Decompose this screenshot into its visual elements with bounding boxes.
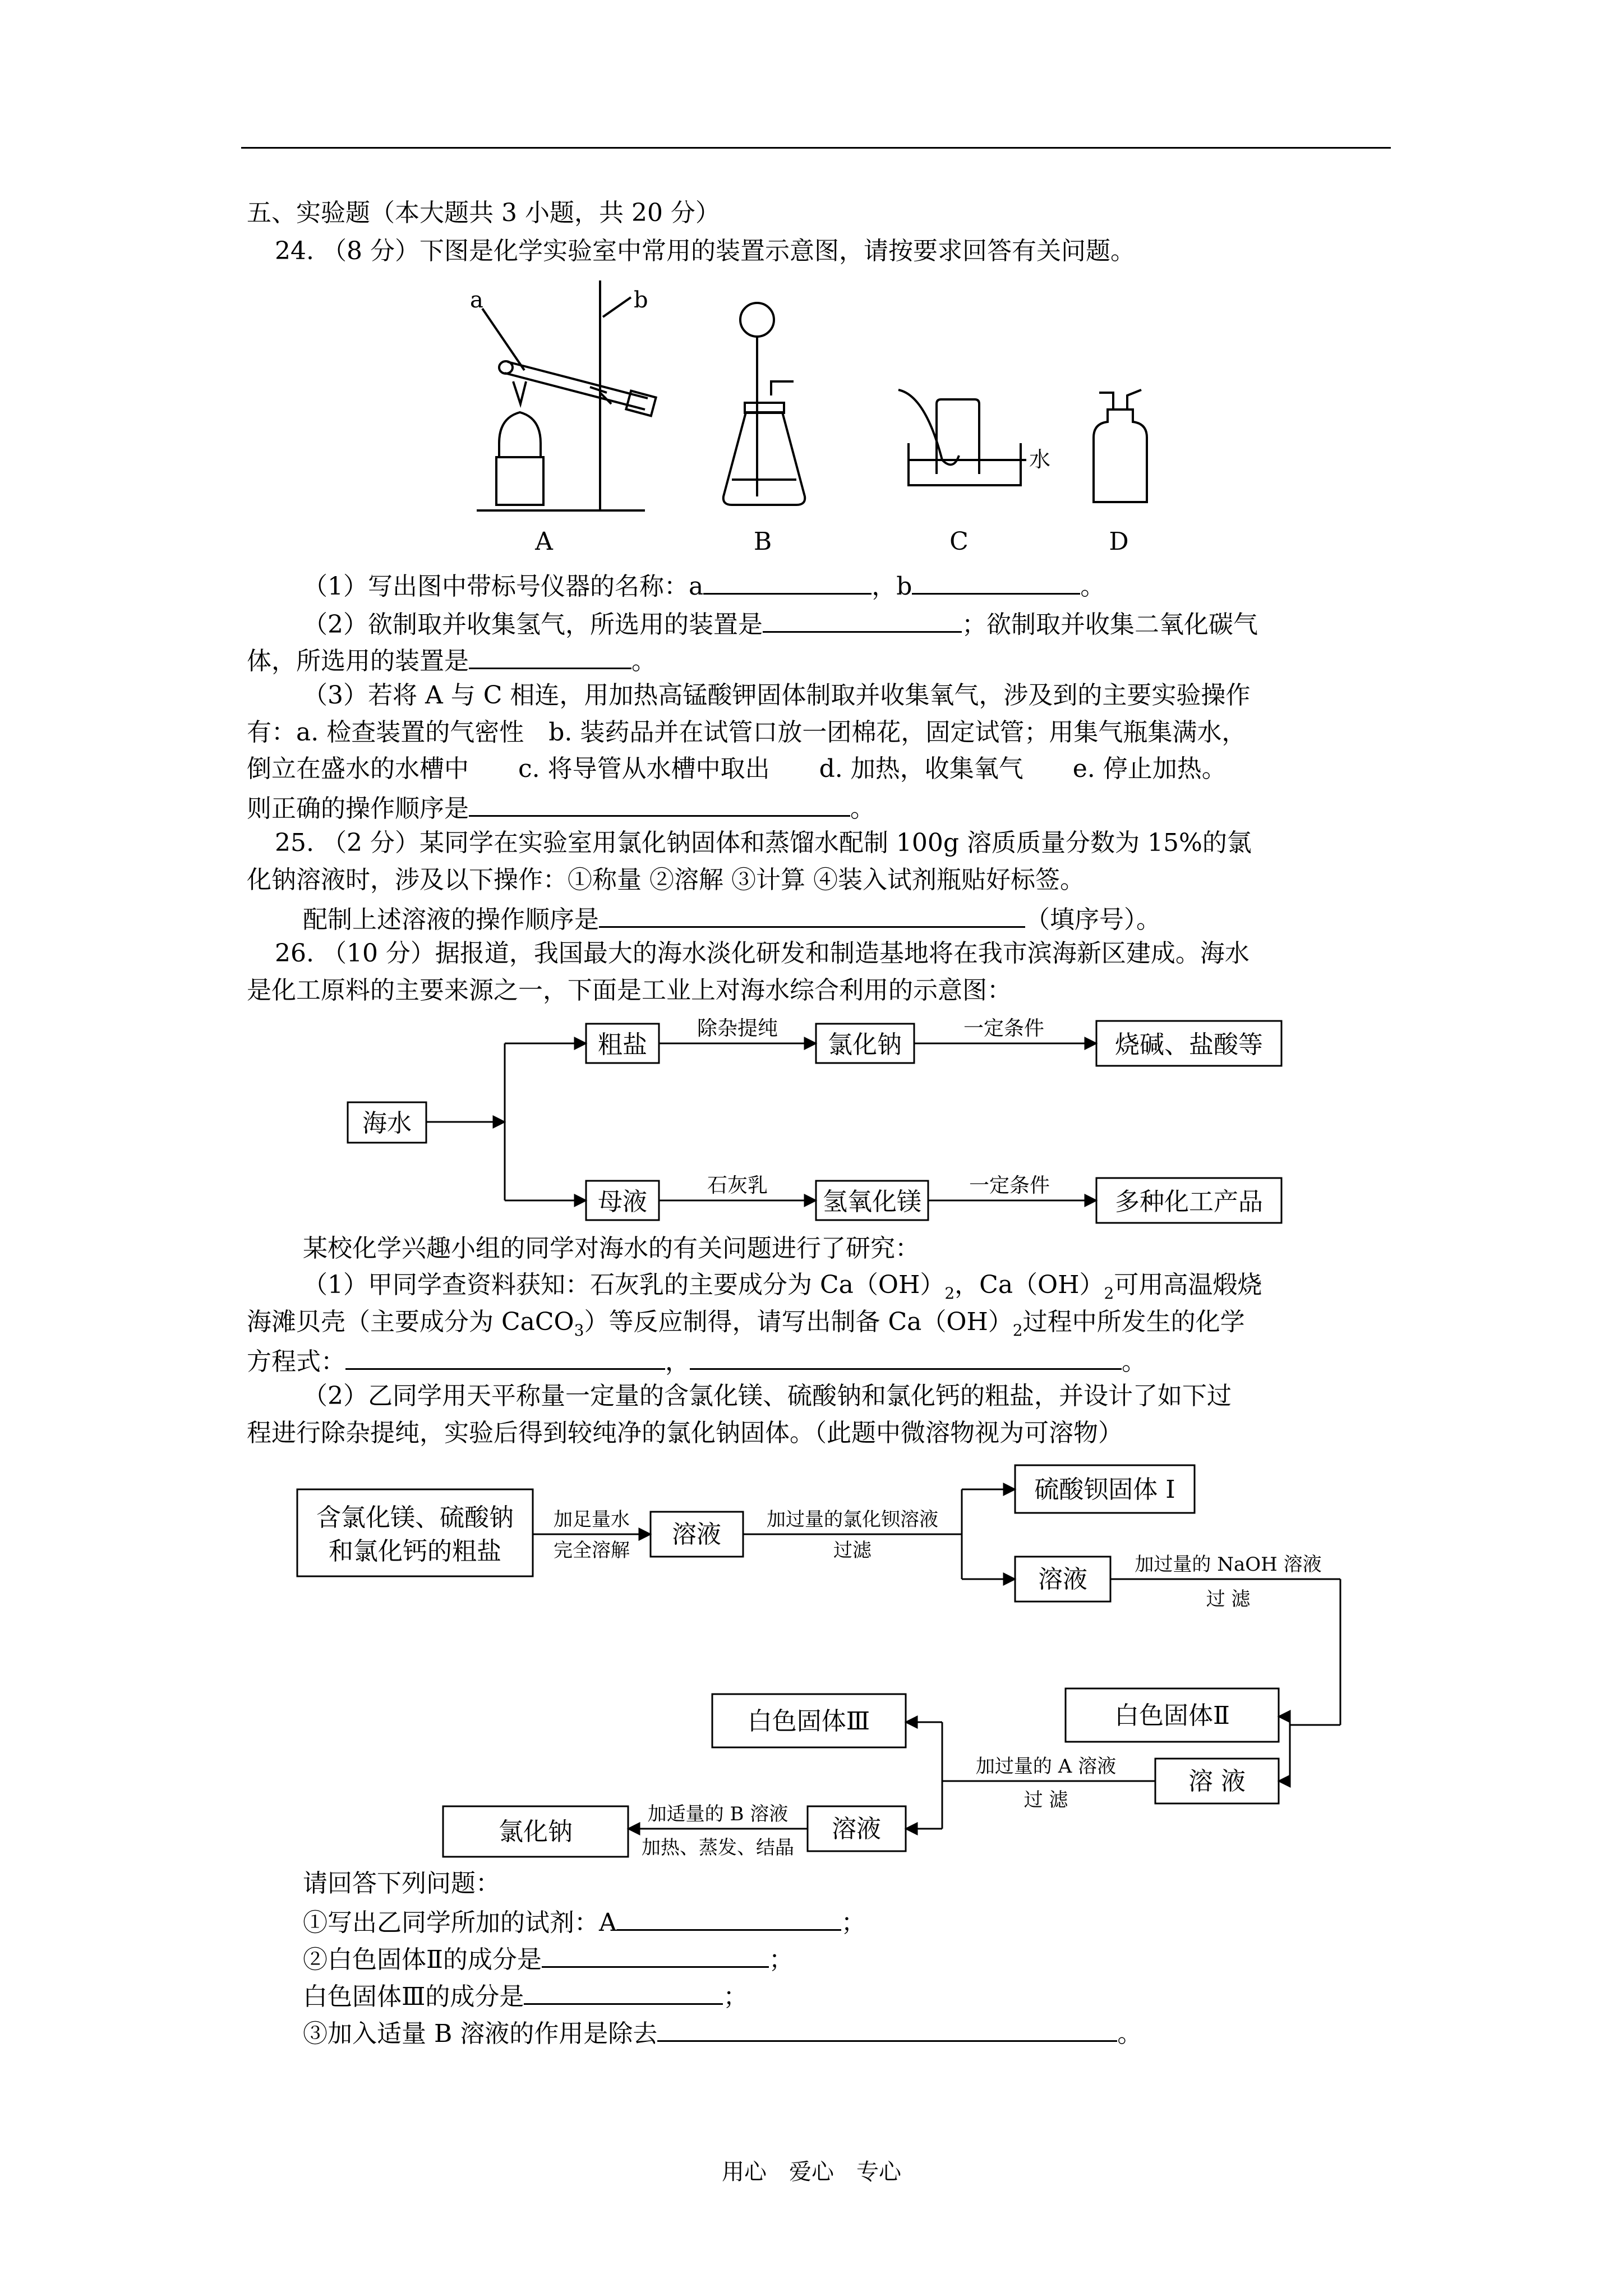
q26-answer4: ③加入适量 B 溶液的作用是除去 。	[303, 2016, 1142, 2050]
step3-top: 加过量的 NaOH 溶液	[1135, 1553, 1322, 1576]
apparatus-water-label: 水	[1029, 447, 1051, 472]
arrow-label-purify: 除杂提纯	[697, 1017, 778, 1040]
q25-line3: 配制上述溶液的操作顺序是 （填序号）。	[303, 901, 1161, 936]
q24-blank-co2[interactable]	[469, 643, 631, 669]
step2-top: 加过量的氯化钡溶液	[767, 1508, 938, 1531]
section-title: 五、实验题（本大题共 3 小题，共 20 分）	[247, 199, 720, 227]
page-footer: 用心 爱心 专心	[722, 2159, 901, 2185]
label-baso4: 硫酸钡固体 I	[1034, 1475, 1175, 1504]
q26-ask: 请回答下列问题：	[303, 1869, 500, 1898]
q24-blank-hydrogen[interactable]	[763, 606, 962, 633]
q26-intro: 某校化学兴趣小组的同学对海水的有关问题进行了研究：	[303, 1234, 920, 1263]
label-solution4: 溶液	[832, 1815, 881, 1843]
apparatus-b-flask	[723, 303, 805, 505]
apparatus-label-c: C	[949, 527, 969, 556]
apparatus-label-b-small: b	[634, 287, 648, 313]
q24-blank-b[interactable]	[912, 568, 1080, 595]
apparatus-figure	[460, 275, 1245, 561]
q26-answer3: 白色固体Ⅲ的成分是 ；	[303, 1978, 748, 2013]
q26-answer2: ②白色固体Ⅱ的成分是 ；	[303, 1941, 794, 1976]
label-seawater: 海水	[362, 1109, 412, 1138]
q26-part1-line2: 海滩贝壳（主要成分为 CaCO$_3$）等反应制得，请写出制备 $Ca(OH)_2$过程中所发生的化学	[247, 1308, 1245, 1340]
label-nacl: 氯化钠	[828, 1030, 902, 1059]
seawater-flow-diagram	[336, 1010, 1301, 1234]
q24-part3-line1: （3）若将 A 与 C 相连，用加热高锰酸钾固体制取并收集氧气，涉及到的主要实验操作	[303, 681, 1251, 710]
label-solution2: 溶液	[1038, 1565, 1087, 1594]
label-products1: 烧碱、盐酸等	[1115, 1030, 1263, 1059]
label-crude-line2: 和氯化钙的粗盐	[329, 1537, 501, 1566]
label-solution3: 溶 液	[1188, 1767, 1246, 1796]
step5-top: 加适量的 B 溶液	[647, 1803, 789, 1825]
q24-part3-line2: 有：a. 检查装置的气密性 b. 装药品并在试管口放一团棉花，固定试管；用集气瓶集满水，	[247, 718, 1247, 747]
step4-bottom: 过 滤	[1023, 1789, 1068, 1811]
q24-part3-line4: 则正确的操作顺序是 。	[247, 790, 875, 825]
q25-line1: 25. （2 分）某同学在实验室用氯化钠固体和蒸馏水配制 100g 溶质质量分数为 15%的氯	[275, 829, 1252, 857]
label-products2: 多种化工产品	[1115, 1188, 1263, 1216]
step2-bottom: 过滤	[833, 1539, 872, 1562]
step5-bottom: 加热、蒸发、结晶	[642, 1837, 794, 1859]
purification-flow-diagram	[280, 1458, 1391, 1874]
apparatus-d-bottle	[1094, 390, 1147, 502]
apparatus-a-lamp	[496, 381, 543, 505]
q26-part2-line2: 程进行除杂提纯，实验后得到较纯净的氯化钠固体。（此题中微溶物视为可溶物）	[247, 1419, 1123, 1447]
header-rule	[241, 147, 1391, 149]
q24-blank-order[interactable]	[469, 790, 850, 817]
q26-blank-white3[interactable]	[524, 1978, 723, 2005]
q26-line2: 是化工原料的主要来源之一，下面是工业上对海水综合利用的示意图：	[247, 976, 1012, 1005]
label-white3: 白色固体Ⅲ	[747, 1707, 870, 1736]
apparatus-label-a: A	[535, 527, 553, 556]
q24-part2-line2: 体，所选用的装置是 。	[247, 643, 656, 677]
q26-blank-reagent-a[interactable]	[617, 1904, 841, 1931]
q24-stem: 24. （8 分）下图是化学实验室中常用的装置示意图，请按要求回答有关问题。	[275, 237, 1135, 265]
step1-bottom: 完全溶解	[554, 1539, 630, 1562]
apparatus-label-b: B	[753, 527, 772, 556]
step3-bottom: 过 滤	[1206, 1588, 1251, 1611]
label-solution1: 溶液	[672, 1520, 721, 1549]
q26-answer1: ①写出乙同学所加的试剂：A ；	[303, 1904, 866, 1939]
q26-part1-line3: 方程式： ， 。	[247, 1343, 1146, 1378]
q25-line2: 化钠溶液时，涉及以下操作：①称量 ②溶解 ③计算 ④装入试剂瓶贴好标签。	[247, 866, 1085, 894]
arrow-label-cond1: 一定条件	[963, 1017, 1045, 1040]
apparatus-c-trough	[898, 390, 1026, 485]
q24-part1: （1）写出图中带标号仪器的名称：a ，b 。	[303, 568, 1105, 602]
q26-line1: 26. （10 分）据报道，我国最大的海水淡化研发和制造基地将在我市滨海新区建成。海水	[275, 939, 1249, 968]
q26-blank-b-purpose[interactable]	[657, 2016, 1117, 2042]
q25-blank-order[interactable]	[599, 901, 1025, 928]
step1-top: 加足量水	[554, 1508, 630, 1531]
label-mgoh2: 氢氧化镁	[823, 1188, 921, 1216]
q26-part2-line1: （2）乙同学用天平称量一定量的含氯化镁、硫酸钠和氯化钙的粗盐，并设计了如下过	[303, 1382, 1232, 1410]
q26-blank-equation1[interactable]	[345, 1343, 665, 1370]
q24-part2-line1: （2）欲制取并收集氢气，所选用的装置是 ；欲制取并收集二氧化碳气	[303, 606, 1258, 641]
q24-blank-a[interactable]	[703, 568, 872, 595]
label-crude-line1: 含氯化镁、硫酸钠	[316, 1503, 514, 1532]
apparatus-label-d: D	[1109, 527, 1129, 556]
arrow-label-cond2: 一定条件	[969, 1174, 1050, 1197]
q26-part1-line1: （1）甲同学查资料获知：石灰乳的主要成分为 $Ca(OH)_2$，$Ca(OH)_2$可用高温煅烧	[303, 1271, 1262, 1303]
label-nacl-final: 氯化钠	[499, 1818, 573, 1846]
apparatus-label-a-small: a	[470, 287, 483, 313]
q24-part3-line3: 倒立在盛水的水槽中 c. 将导管从水槽中取出 d. 加热，收集氧气 e. 停止加热。	[247, 754, 1227, 783]
q26-blank-white2[interactable]	[542, 1941, 769, 1968]
step4-top: 加过量的 A 溶液	[975, 1755, 1117, 1778]
label-crude-salt: 粗盐	[598, 1030, 647, 1059]
label-white2: 白色固体Ⅱ	[1114, 1701, 1230, 1730]
label-mother-liquor: 母液	[598, 1188, 647, 1216]
q26-blank-equation2[interactable]	[690, 1343, 1122, 1370]
arrow-label-lime: 石灰乳	[707, 1174, 768, 1197]
